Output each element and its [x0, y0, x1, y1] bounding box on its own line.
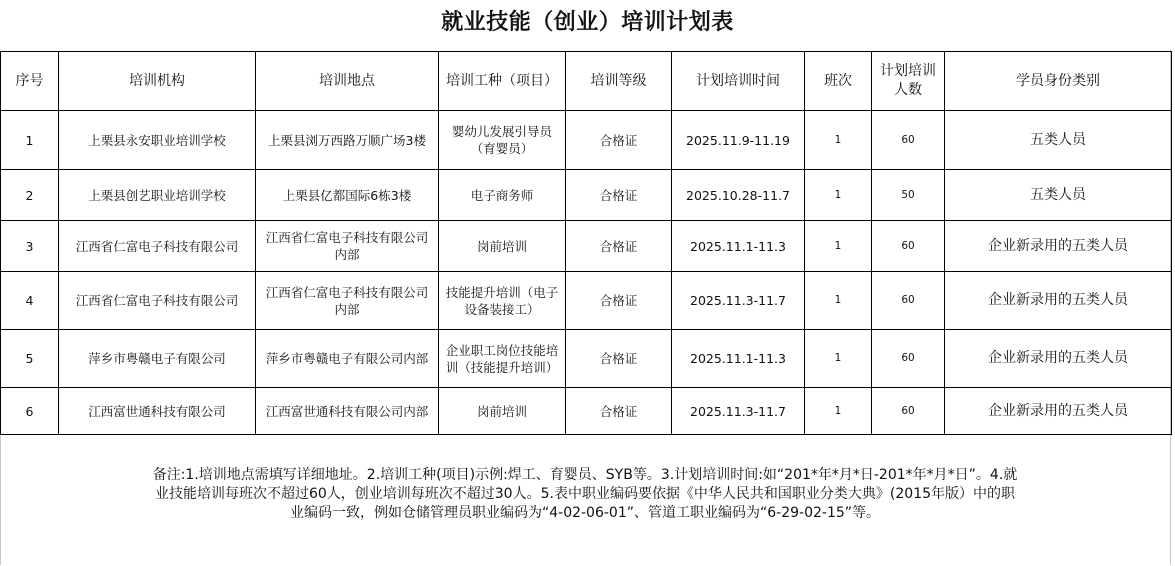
training-plan-table — [0, 51, 1172, 435]
cell-level: 合格证 — [566, 170, 672, 221]
header-location: 培训地点 — [256, 52, 439, 111]
cell-index: 4 — [1, 272, 59, 330]
cell-location: 江西省仁富电子科技有限公司内部 — [256, 272, 439, 330]
table-header-row — [1, 52, 1172, 111]
cell-trainee-count: 60 — [872, 111, 945, 170]
table-row — [1, 111, 1172, 170]
cell-trade: 电子商务师 — [439, 170, 566, 221]
cell-time: 2025.11.3-11.7 — [672, 272, 805, 330]
cell-time: 2025.11.9-11.19 — [672, 111, 805, 170]
cell-class-count: 1 — [805, 170, 872, 221]
header-institution: 培训机构 — [59, 52, 256, 111]
cell-institution: 江西富世通科技有限公司 — [59, 388, 256, 435]
cell-trainee-category: 企业新录用的五类人员 — [945, 330, 1172, 388]
cell-level: 合格证 — [566, 272, 672, 330]
cell-level: 合格证 — [566, 221, 672, 272]
cell-institution: 江西省仁富电子科技有限公司 — [59, 272, 256, 330]
cell-location: 江西富世通科技有限公司内部 — [256, 388, 439, 435]
table-row — [1, 170, 1172, 221]
cell-location: 上栗县浏万西路万顺广场3楼 — [256, 111, 439, 170]
table-row — [1, 330, 1172, 388]
cell-time: 2025.10.28-11.7 — [672, 170, 805, 221]
cell-class-count: 1 — [805, 272, 872, 330]
cell-index: 1 — [1, 111, 59, 170]
cell-trade: 企业职工岗位技能培训（技能提升培训） — [439, 330, 566, 388]
header-class-count: 班次 — [805, 52, 872, 111]
cell-level: 合格证 — [566, 330, 672, 388]
cell-index: 5 — [1, 330, 59, 388]
header-level: 培训等级 — [566, 52, 672, 111]
table-row — [1, 388, 1172, 435]
header-index: 序号 — [1, 52, 59, 111]
cell-level: 合格证 — [566, 388, 672, 435]
cell-index: 3 — [1, 221, 59, 272]
cell-institution: 上栗县创艺职业培训学校 — [59, 170, 256, 221]
cell-trainee-count: 50 — [872, 170, 945, 221]
cell-class-count: 1 — [805, 388, 872, 435]
table-row — [1, 221, 1172, 272]
cell-trainee-count: 60 — [872, 330, 945, 388]
cell-trade: 岗前培训 — [439, 221, 566, 272]
footnote-remarks: 备注:1.培训地点需填写详细地址。2.培训工种(项目)示例:焊工、育婴员、SYB等。3.计划培训时间:如“201*年*月*日-201*年*月*日”。4.就业技能培训每班次不超过60人，创业培训每班次不超过30人。5.表中职业编码要依据《中华人民共和国职业分类大典》(2015年版）中的职业编码一致，例如仓储管理员职业编码为“4-02-06-01”、管道工职业编码为“6-29-02-15”等。 — [152, 467, 1018, 521]
cell-trade: 技能提升培训（电子设备装接工） — [439, 272, 566, 330]
cell-time: 2025.11.1-11.3 — [672, 330, 805, 388]
cell-trainee-category: 五类人员 — [945, 170, 1172, 221]
cell-trainee-category: 五类人员 — [945, 111, 1172, 170]
cell-location: 上栗县亿都国际6栋3楼 — [256, 170, 439, 221]
cell-location: 萍乡市粤赣电子有限公司内部 — [256, 330, 439, 388]
cell-trainee-count: 60 — [872, 221, 945, 272]
table-row — [1, 272, 1172, 330]
header-time: 计划培训时间 — [672, 52, 805, 111]
cell-trainee-count: 60 — [872, 272, 945, 330]
header-trainee-category: 学员身份类别 — [945, 52, 1172, 111]
cell-institution: 萍乡市粤赣电子有限公司 — [59, 330, 256, 388]
cell-trainee-count: 60 — [872, 388, 945, 435]
cell-level: 合格证 — [566, 111, 672, 170]
cell-index: 6 — [1, 388, 59, 435]
cell-time: 2025.11.1-11.3 — [672, 221, 805, 272]
page-title: 就业技能（创业）培训计划表 — [441, 10, 734, 35]
cell-class-count: 1 — [805, 330, 872, 388]
header-trainee-count: 计划培训人数 — [872, 52, 945, 111]
cell-institution: 江西省仁富电子科技有限公司 — [59, 221, 256, 272]
cell-trainee-category: 企业新录用的五类人员 — [945, 388, 1172, 435]
cell-class-count: 1 — [805, 111, 872, 170]
cell-trainee-category: 企业新录用的五类人员 — [945, 272, 1172, 330]
cell-institution: 上栗县永安职业培训学校 — [59, 111, 256, 170]
cell-trade: 婴幼儿发展引导员（育婴员） — [439, 111, 566, 170]
cell-trainee-category: 企业新录用的五类人员 — [945, 221, 1172, 272]
cell-location: 江西省仁富电子科技有限公司内部 — [256, 221, 439, 272]
cell-time: 2025.11.3-11.7 — [672, 388, 805, 435]
header-trade: 培训工种（项目） — [439, 52, 566, 111]
cell-class-count: 1 — [805, 221, 872, 272]
cell-trade: 岗前培训 — [439, 388, 566, 435]
cell-index: 2 — [1, 170, 59, 221]
